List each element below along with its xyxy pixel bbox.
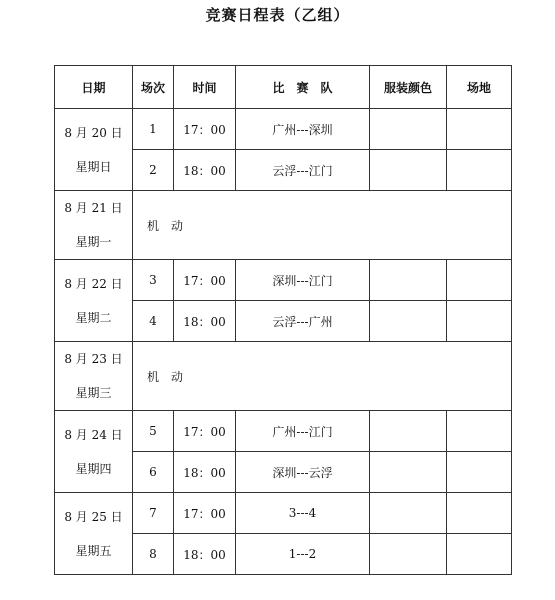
date-cell [55, 342, 133, 411]
venue-cell [447, 301, 512, 342]
schedule-table [54, 65, 512, 575]
game-number: 5 [133, 411, 174, 452]
venue-cell [447, 109, 512, 150]
match-date: 8 月 24 日 [64, 427, 123, 442]
venue-cell [447, 260, 512, 301]
page-title: 竞赛日程表（乙组） [205, 6, 350, 24]
header-row [55, 66, 512, 109]
venue-cell [447, 452, 512, 493]
game-time: 18：00 [174, 452, 236, 493]
match-date: 8 月 21 日 [64, 201, 123, 215]
table-row [55, 411, 512, 452]
venue-cell [447, 411, 512, 452]
match-teams: 广州---江门 [236, 411, 370, 452]
flexible-day-note: 机动 [133, 342, 512, 411]
venue-cell [447, 150, 512, 191]
match-date: 8 月 23 日 [64, 352, 123, 366]
match-date: 8 月 22 日 [64, 276, 123, 291]
table-row [55, 493, 512, 534]
uniform-color-cell [370, 452, 447, 493]
match-weekday: 星期一 [75, 235, 112, 249]
table-row [55, 342, 512, 411]
game-time: 17：00 [174, 109, 236, 150]
match-weekday: 星期二 [75, 310, 112, 325]
uniform-color-cell [370, 411, 447, 452]
uniform-color-cell [370, 260, 447, 301]
header-game-no: 场次 [133, 66, 174, 109]
date-cell [55, 260, 133, 342]
match-weekday: 星期四 [75, 461, 112, 476]
game-time: 17：00 [174, 493, 236, 534]
date-cell [55, 109, 133, 191]
match-teams: 1---2 [236, 534, 370, 575]
game-number: 2 [133, 150, 174, 191]
header-date: 日期 [55, 66, 133, 109]
date-cell [55, 191, 133, 260]
game-number: 7 [133, 493, 174, 534]
game-time: 18：00 [174, 301, 236, 342]
game-number: 8 [133, 534, 174, 575]
header-uniform-color: 服装颜色 [370, 66, 447, 109]
game-time: 18：00 [174, 534, 236, 575]
uniform-color-cell [370, 493, 447, 534]
schedule-body [55, 109, 512, 575]
header-venue: 场地 [447, 66, 512, 109]
match-teams: 3---4 [236, 493, 370, 534]
uniform-color-cell [370, 301, 447, 342]
match-teams: 深圳---江门 [236, 260, 370, 301]
venue-cell [447, 534, 512, 575]
match-date: 8 月 20 日 [64, 125, 123, 140]
header-teams: 比 赛 队 [236, 66, 370, 109]
table-row [55, 260, 512, 301]
game-number: 6 [133, 452, 174, 493]
match-teams: 云浮---江门 [236, 150, 370, 191]
match-teams: 云浮---广州 [236, 301, 370, 342]
game-number: 4 [133, 301, 174, 342]
game-time: 18：00 [174, 150, 236, 191]
uniform-color-cell [370, 534, 447, 575]
match-weekday: 星期日 [75, 159, 112, 174]
uniform-color-cell [370, 150, 447, 191]
match-teams: 深圳---云浮 [236, 452, 370, 493]
match-teams: 广州---深圳 [236, 109, 370, 150]
header-time: 时间 [174, 66, 236, 109]
date-cell [55, 411, 133, 493]
game-time: 17：00 [174, 411, 236, 452]
match-weekday: 星期五 [75, 543, 112, 558]
game-number: 1 [133, 109, 174, 150]
table-row [55, 109, 512, 150]
match-date: 8 月 25 日 [64, 509, 123, 524]
game-time: 17：00 [174, 260, 236, 301]
uniform-color-cell [370, 109, 447, 150]
date-cell [55, 493, 133, 575]
table-row [55, 191, 512, 260]
match-weekday: 星期三 [75, 386, 112, 400]
venue-cell [447, 493, 512, 534]
flexible-day-note: 机动 [133, 191, 512, 260]
game-number: 3 [133, 260, 174, 301]
